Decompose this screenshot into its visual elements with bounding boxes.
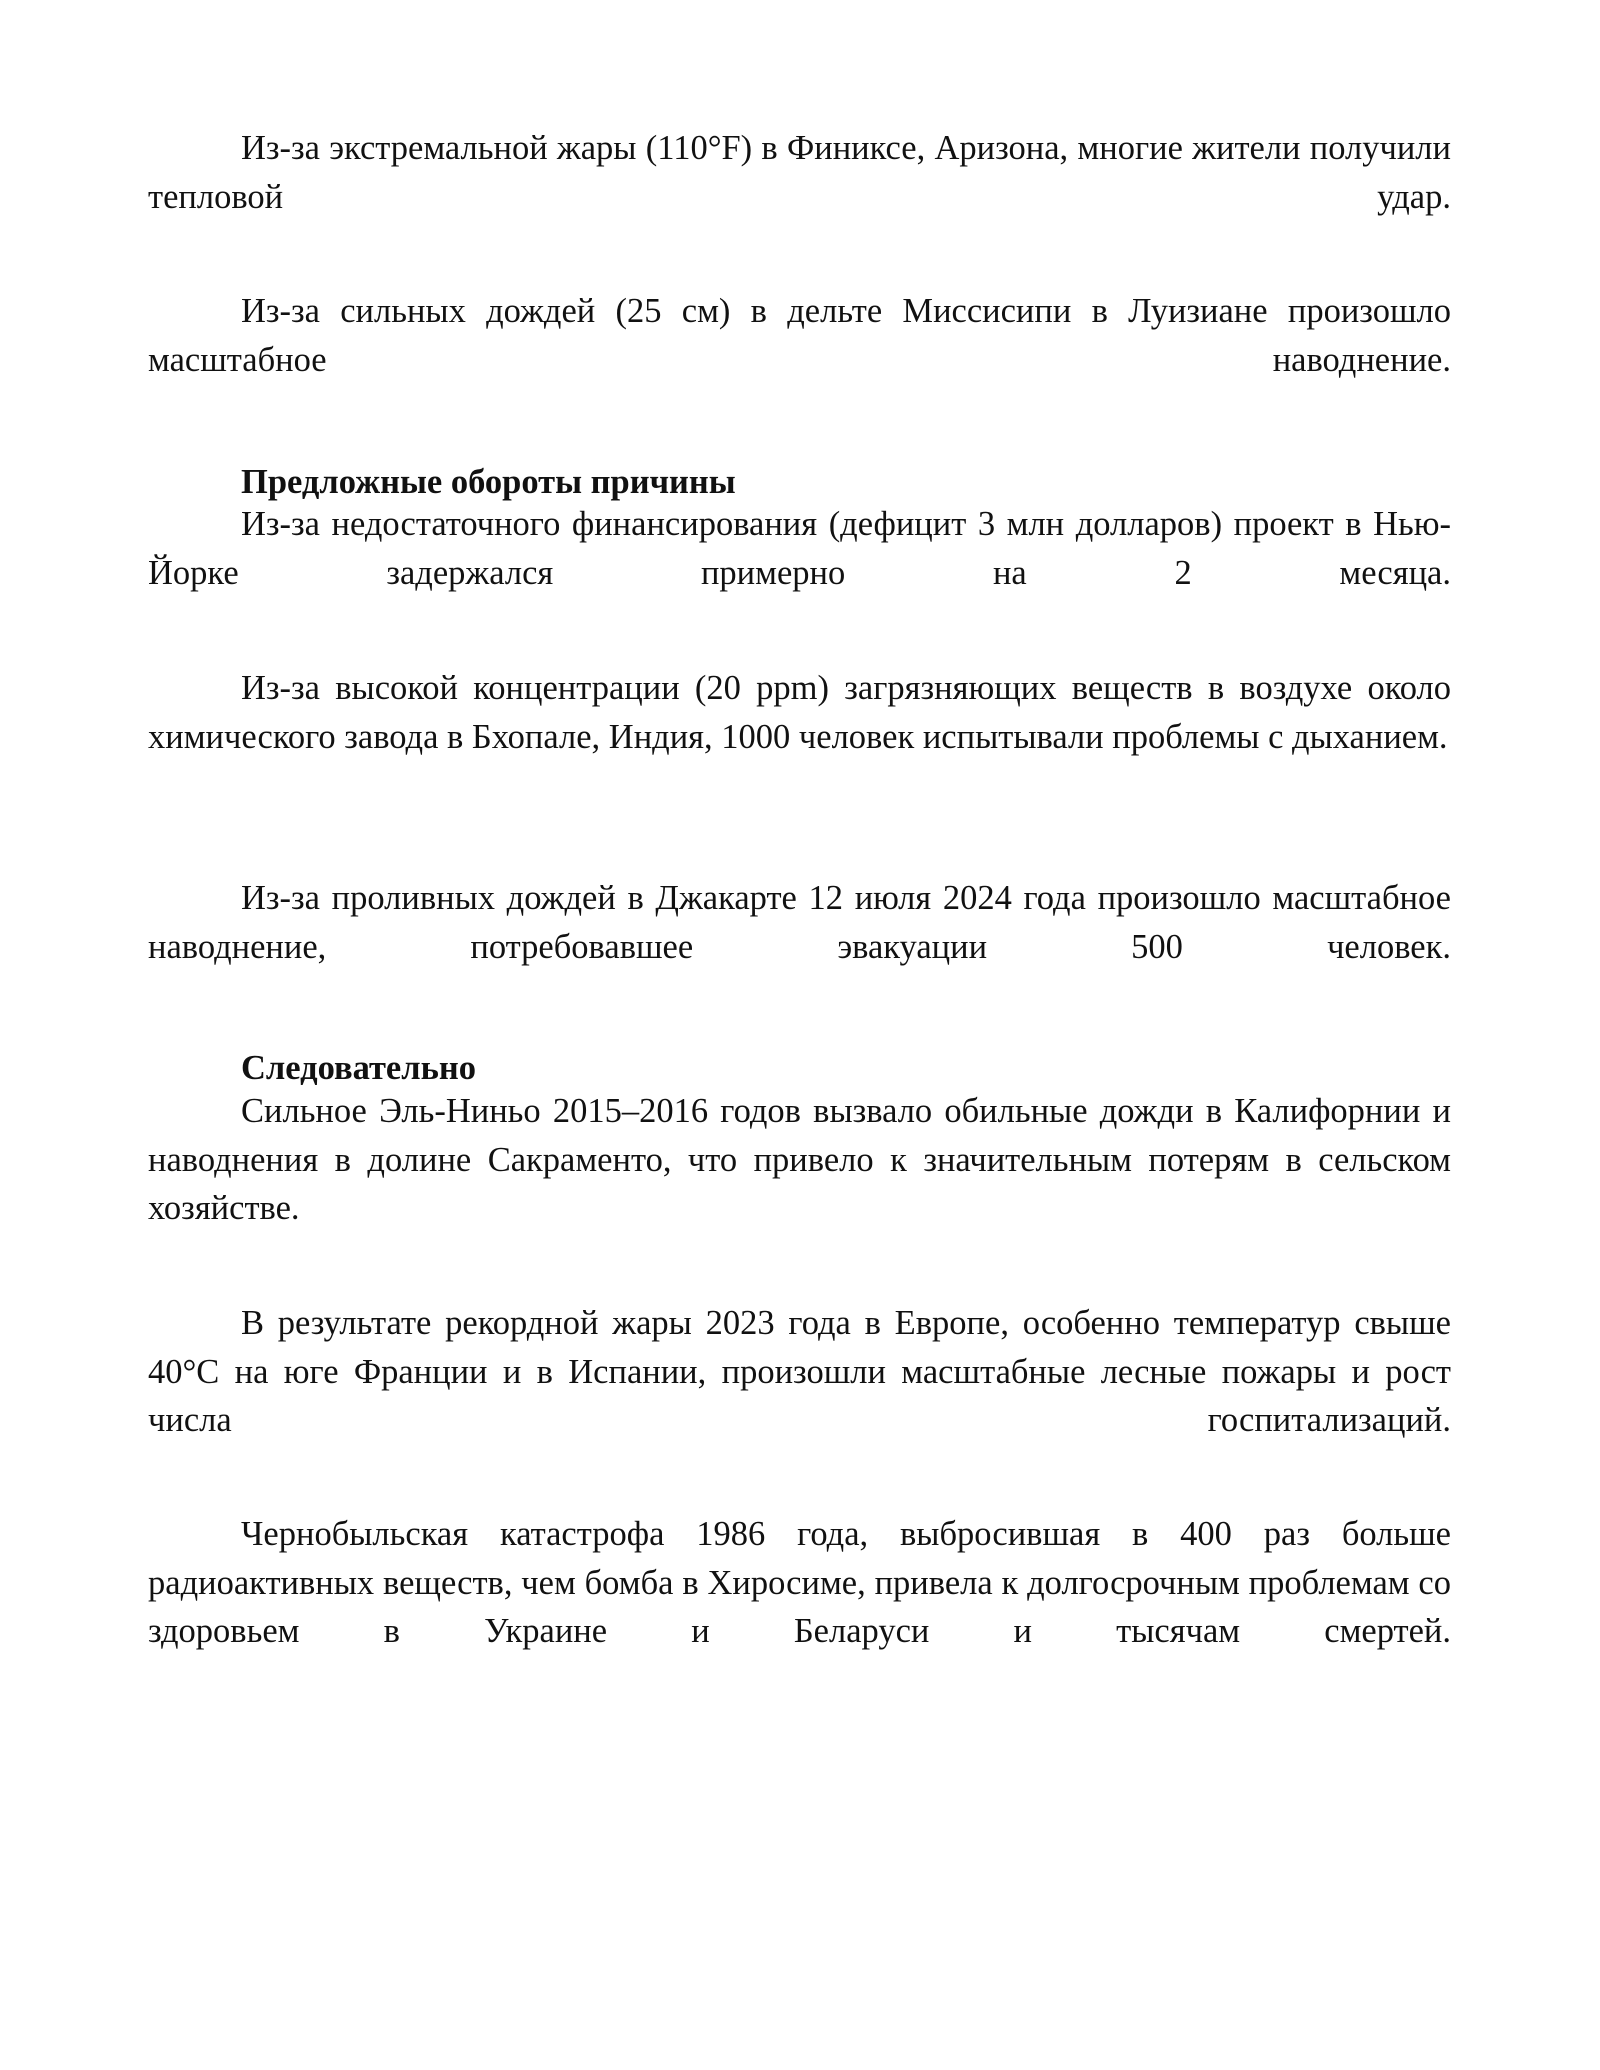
paragraph-mississippi-rain: Из-за сильных дождей (25 см) в дельте Миссисипи в Луизиане произошло масштабное наводнение. [148, 292, 1451, 379]
paragraph-jakarta-flood: Из-за проливных дождей в Джакарте 12 июля 2024 года произошло масштабное наводнение, потребовавшее эвакуации 500 человек. [148, 879, 1451, 966]
paragraph-europe-heat: В результате рекордной жары 2023 года в Европе, особенно температур свыше 40°C на юге Франции и в Испании, произошли масштабные лесные пожары и рост числа госпитализаций. [148, 1304, 1451, 1439]
paragraph-el-nino: Сильное Эль-Ниньо 2015–2016 годов вызвало обильные дожди в Калифорнии и наводнения в долине Сакраменто, что привело к значительным потерям в сельском хозяйстве. [148, 1092, 1451, 1227]
heading-cause-phrases: Предложные обороты причины [241, 463, 736, 501]
paragraph-bhopal-pollution: Из-за высокой концентрации (20 ppm) загрязняющих веществ в воздухе около химического завода в Бхопале, Индия, 1000 человек испытывали проблемы с дыханием. [148, 669, 1451, 756]
heading-consequently: Следовательно [241, 1049, 476, 1087]
paragraph-phoenix-heat: Из-за экстремальной жары (110°F) в Финиксе, Аризона, многие жители получили тепловой удар. [148, 129, 1451, 216]
paragraph-chernobyl: Чернобыльская катастрофа 1986 года, выбросившая в 400 раз больше радиоактивных веществ, чем бомба в Хиросиме, привела к долгосрочным проблемам со здоровьем в Украине и Беларуси и тысячам смертей. [148, 1515, 1451, 1650]
paragraph-new-york-funding: Из-за недостаточного финансирования (дефицит 3 млн долларов) проект в Нью-Йорке задержался примерно на 2 месяца. [148, 505, 1451, 592]
